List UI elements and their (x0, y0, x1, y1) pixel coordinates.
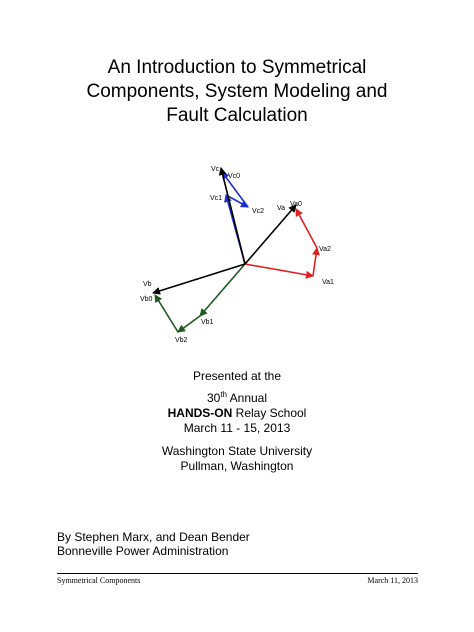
venue (0, 444, 474, 474)
event-info (0, 391, 474, 436)
authors-line: By Stephen Marx, and Dean Bender (57, 530, 250, 544)
label-vc0: Vc0 (228, 173, 241, 180)
school-bold: HANDS-ON (167, 406, 233, 420)
label-va1: Va1 (322, 279, 334, 286)
event-dates: March 11 - 15, 2013 (183, 421, 291, 435)
label-vb2: Vb2 (175, 337, 188, 344)
title-line-1: An Introduction to Symmetrical (107, 57, 367, 78)
title-line-3: Fault Calculation (166, 105, 308, 126)
phasor-vb2 (178, 316, 200, 332)
label-va2: Va2 (319, 246, 331, 253)
footer-divider (57, 573, 418, 574)
label-vc1: Vc1 (210, 195, 223, 202)
label-va: Va (277, 205, 286, 212)
label-vc2: Vc2 (252, 208, 265, 215)
footer-date: March 11, 2013 (367, 576, 418, 585)
label-vb1: Vb1 (201, 319, 214, 326)
phasor-va2 (313, 248, 317, 276)
annual-line (0, 391, 474, 406)
school-line (0, 406, 474, 421)
location: Pullman, Washington (180, 459, 294, 473)
title-line-2: Components, System Modeling and (86, 81, 388, 102)
school-rest: Relay School (232, 406, 307, 420)
phasor-vc (221, 168, 245, 264)
label-va0: Va0 (290, 201, 302, 208)
label-vc: Vc (211, 166, 220, 173)
phasor-va1 (245, 264, 313, 276)
label-vb0: Vb0 (140, 296, 153, 303)
annual-number: 30 (206, 391, 221, 405)
phasor-vb0 (155, 295, 178, 332)
phasor-vb (153, 264, 245, 293)
label-vb: Vb (143, 281, 152, 288)
annual-text: Annual (226, 391, 268, 405)
annual-suffix: th (220, 390, 227, 399)
presented-at: Presented at the (192, 369, 282, 383)
organization-line: Bonneville Power Administration (57, 544, 229, 558)
authors (57, 530, 250, 558)
phasor-va0 (296, 209, 317, 248)
footer-title: Symmetrical Components (57, 576, 141, 585)
university: Washington State University (161, 444, 313, 458)
